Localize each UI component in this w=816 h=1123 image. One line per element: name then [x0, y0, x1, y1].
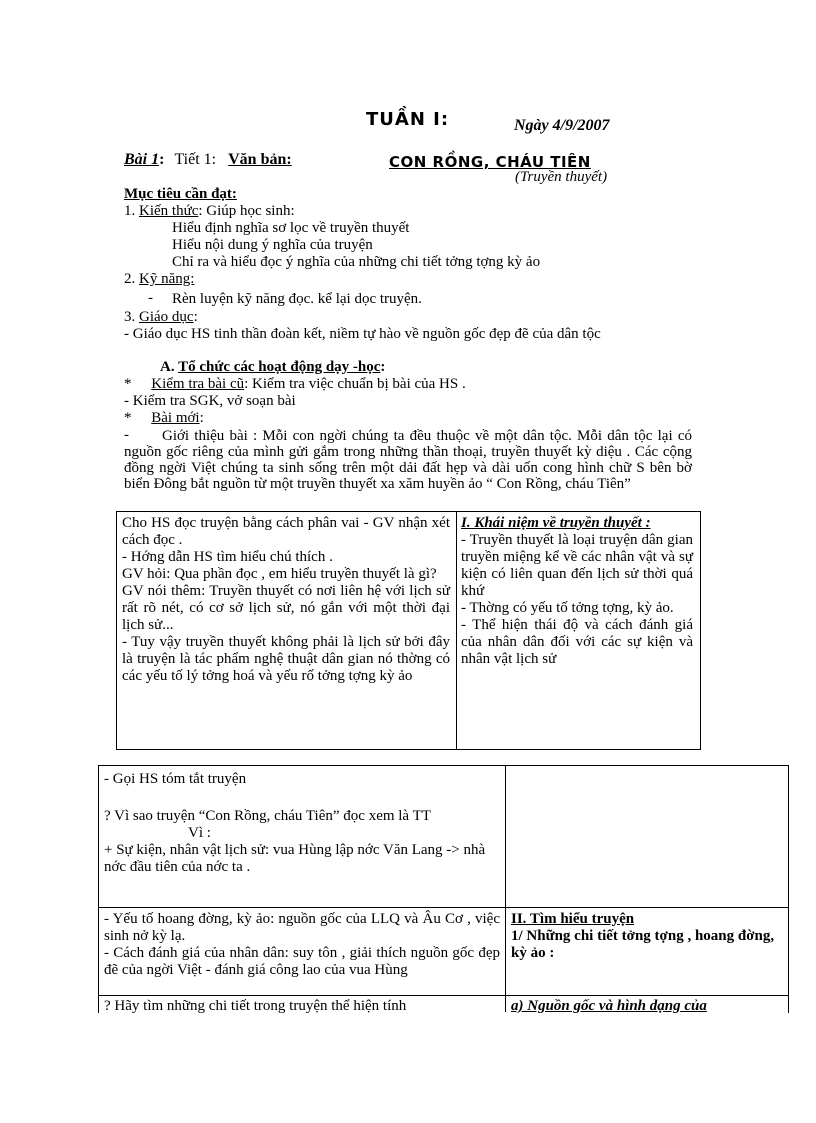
table-divider — [505, 765, 506, 1012]
table-divider — [456, 511, 457, 749]
skill-dash: - — [148, 290, 153, 306]
answer-label: Vì : — [188, 825, 211, 841]
edu-line — [124, 310, 198, 325]
section-heading: II. Tìm hiểu truyện — [511, 911, 635, 927]
section-subheading: 1/ Những chi tiết tởng tợng , hoang đờng, kỳ ảo : — [511, 928, 775, 961]
knowledge-line — [124, 204, 295, 219]
row-divider — [98, 907, 788, 908]
story-title: CON RỒNG, CHÁU TIÊN — [389, 153, 591, 171]
check-text: : Kiểm tra việc chuẩn bị bài của HS . — [244, 376, 466, 392]
check-sgk: - Kiểm tra SGK, vở soạn bài — [124, 393, 296, 409]
knowledge-item: Hiểu định nghĩa sơ lọc về truyền thuyết — [172, 220, 410, 236]
lesson-number: Bài 1 — [124, 151, 160, 168]
knowledge-intro: : Giúp học sinh: — [198, 203, 295, 219]
knowledge-item: Chỉ ra và hiểu đọc ý nghĩa của những chi tiết tởng tợng kỳ ảo — [172, 254, 541, 270]
section-cell — [511, 911, 781, 962]
edu-text: - Giáo dục HS tinh thần đoàn kết, niềm tự hào về nguồn gốc đẹp đẽ của dân tộc — [124, 326, 601, 342]
concept-heading: I. Khái niệm về truyền thuyết : — [461, 515, 651, 531]
teacher-note: - Yếu tố hoang đờng, kỳ ảo: nguồn gốc của LLQ và Âu Cơ , việc sinh nở kỳ lạ. — [104, 911, 500, 944]
edu-label: Giáo dục — [139, 309, 194, 325]
teacher-note: - Hớng dẫn HS tìm hiểu chú thích . — [122, 549, 333, 565]
text-label: Văn bản: — [228, 151, 292, 168]
period-label: Tiết 1: — [174, 151, 217, 168]
new-lesson-label: Bài mới — [151, 410, 200, 426]
row-divider — [98, 995, 788, 996]
summary-cell — [104, 771, 500, 876]
teacher-note: GV nói thêm: Truyền thuyết có nơi liên hệ với lịch sử rất rõ nét, có cơ sở lịch sử, nó gắn với một thời đại lịch sử... — [122, 583, 450, 633]
star-bullet: * — [124, 410, 132, 426]
knowledge-label: Kiến thức — [139, 203, 199, 219]
teacher-note: - Tuy vậy truyền thuyết không phải là lịch sử bởi đây là truyện là tác phẩm nghệ thuật dân gian nó thờng có các yếu tố lý tởng hoá và yếu rố tởng tợng kỳ ảo — [122, 634, 450, 684]
activities-heading — [160, 360, 385, 375]
activities-title: Tổ chức các hoạt động dạy -học — [178, 359, 381, 375]
week-title: TUẦN I: — [366, 109, 450, 130]
concept-right-cell — [461, 515, 693, 668]
lesson-date: Ngày 4/9/2007 — [514, 117, 610, 134]
teacher-note: - Cách đánh giá của nhân dân: suy tôn , giải thích nguồn gốc đẹp đẽ của ngời Việt - đánh giá công lao của vua Hùng — [104, 945, 500, 978]
skill-number: 2. — [124, 271, 136, 287]
elements-cell — [104, 911, 500, 979]
new-lesson-colon: : — [199, 410, 204, 426]
skill-item: Rèn luyện kỹ năng đọc. kể lại dọc truyện. — [172, 291, 422, 307]
concept-left-cell — [122, 515, 450, 685]
lesson-line: Bài 1: Tiết 1: Văn bản: — [124, 151, 292, 168]
check-label: Kiểm tra bài cũ — [151, 376, 245, 392]
activities-colon: : — [380, 359, 386, 375]
subsection-heading: a) Nguồn gốc và hình dạng của — [511, 998, 707, 1013]
check-line — [124, 377, 466, 392]
concept-point: - Truyền thuyết là loại truyện dân gian truyền miệng kể về các nhân vật và sự kiện có liên quan đến lịch sử thời quá khứ — [461, 532, 693, 599]
star-bullet: * — [124, 376, 132, 392]
intro-paragraph: Giới thiệu bài : Mỗi con ngời chúng ta đều thuộc về một dân tộc. Mỗi dân tộc lại có nguồn gốc riêng của mình gửi gắm trong những thần thoại, truyền thuyết kỳ diệu . Các cộng đồng ngời Việt chúng ta sinh sống trên một dải đất hẹp và dài uốn cong hình chữ S bên bờ biển Đông bắt nguồn từ một truyền thuyết xa xăm huyền ảo “ Con Rồng, cháu Tiên” — [124, 428, 692, 492]
knowledge-number: 1. — [124, 203, 136, 219]
activities-prefix: A. — [160, 359, 175, 375]
knowledge-item: Hiểu nội dung ý nghĩa của truyện — [172, 237, 373, 253]
concept-point: - Thể hiện thái độ và cách đánh giá của nhân dân đối với các sự kiện và nhân vật lịch sử — [461, 617, 693, 667]
teacher-question: ? Vì sao truyện “Con Rồng, cháu Tiên” đọc xem là TT — [104, 808, 431, 824]
teacher-note: GV hỏi: Qua phần đọc , em hiểu truyền thuyết là gì? — [122, 566, 437, 582]
skill-label: Kỹ năng: — [139, 271, 195, 287]
question-cell: ? Hãy tìm những chi tiết trong truyện thể hiện tính — [104, 998, 407, 1013]
concept-point: - Thờng có yếu tố tởng tợng, kỳ ảo. — [461, 600, 674, 616]
genre-label: (Truyền thuyết) — [515, 169, 608, 185]
objectives-heading: Mục tiêu cần đạt: — [124, 186, 237, 202]
edu-number: 3. — [124, 309, 136, 325]
teacher-note: Cho HS đọc truyện bằng cách phân vai - GV nhận xét cách đọc . — [122, 515, 450, 548]
teacher-note: - Gọi HS tóm tắt truyện — [104, 771, 247, 787]
skill-line — [124, 272, 194, 287]
edu-colon: : — [193, 309, 198, 325]
new-lesson-line — [124, 411, 204, 426]
answer-text: + Sự kiện, nhân vật lịch sử: vua Hùng lập nớc Văn Lang -> nhà nớc đầu tiên của nớc ta . — [104, 842, 486, 875]
intro-dash: - — [124, 427, 129, 443]
